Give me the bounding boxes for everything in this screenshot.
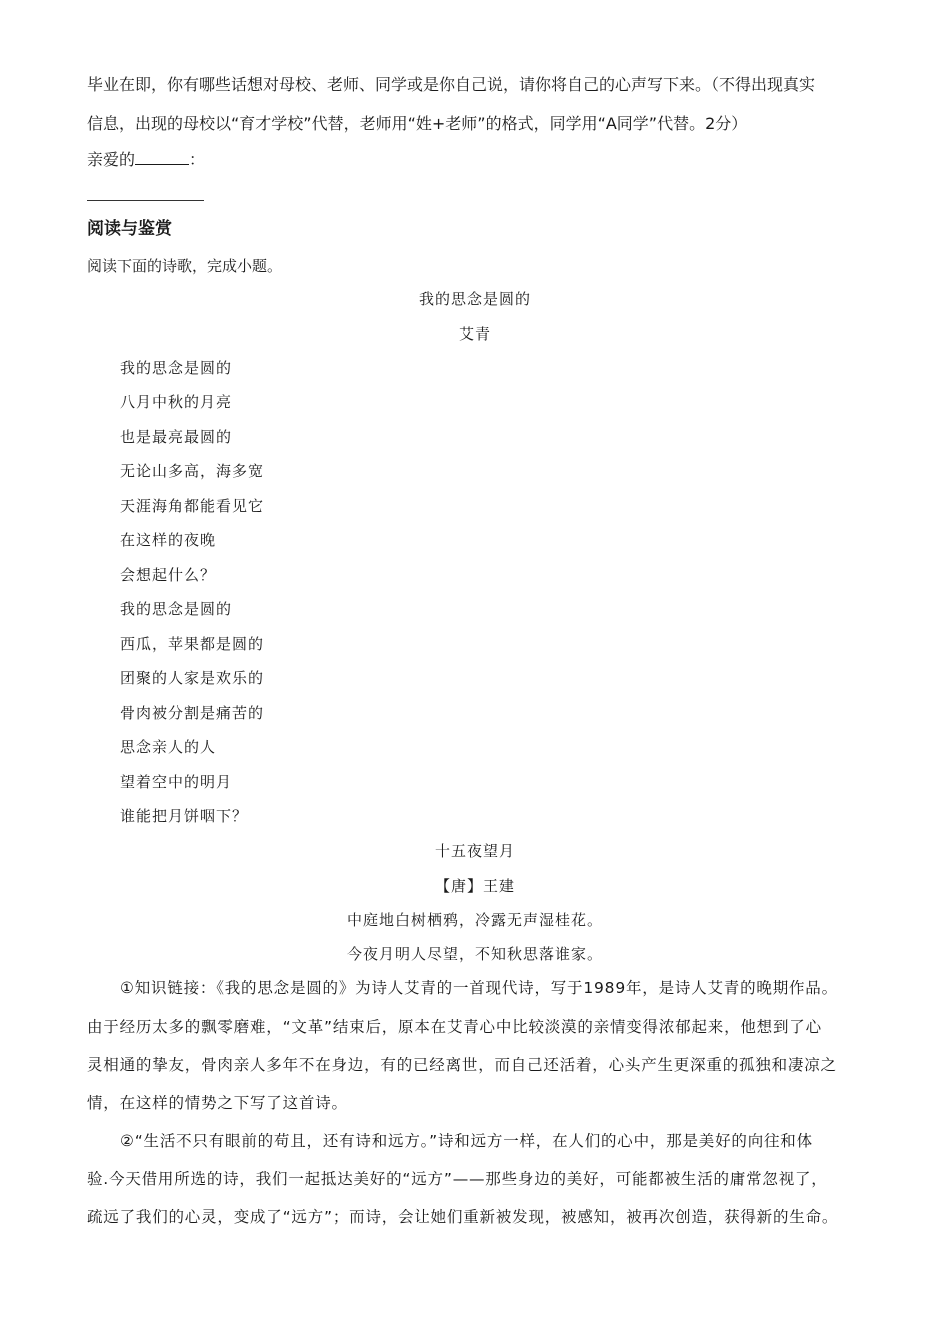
poem1-author: 艾青	[458, 325, 491, 343]
poem1-line: 我的思念是圆的	[120, 359, 233, 377]
intro-line-1: 毕业在即，你有哪些话想对母校、老师、同学或是你自己说，请你将自己的心声写下来。（不得出现真实	[87, 75, 816, 94]
poem1-line: 天涯海角都能看见它	[120, 497, 265, 515]
poem1-line: 思念亲人的人	[120, 738, 217, 756]
poem1-line: 望着空中的明月	[120, 773, 233, 791]
poem1-line: 也是最亮最圆的	[120, 428, 233, 446]
note1-line: 灵相通的挚友，骨肉亲人多年不在身边，有的已经离世，而自己还活着，心头产生更深重的孤独和凄凉之	[87, 1056, 837, 1074]
intro-line-2: 信息，出现的母校以“育才学校”代替，老师用“姓+老师”的格式，同学用“A同学”代替。2分）	[87, 114, 748, 133]
poem2-line: 中庭地白树栖鸦，冷露无声湿桂花。	[346, 911, 603, 929]
salutation-blank	[135, 148, 189, 165]
poem1-line: 会想起什么？	[120, 566, 217, 584]
note1-line: ①知识链接：《我的思念是圆的》为诗人艾青的一首现代诗，写于1989年，是诗人艾青的晚期作品。	[120, 979, 838, 997]
poem1-line: 我的思念是圆的	[120, 600, 233, 618]
salutation-prefix: 亲爱的	[87, 150, 136, 169]
note2-line: ②“生活不只有眼前的苟且，还有诗和远方。”诗和远方一样，在人们的心中，那是美好的向往和体	[120, 1132, 813, 1150]
poem1-line: 谁能把月饼咽下？	[120, 807, 249, 825]
poem1-title: 我的思念是圆的	[418, 290, 531, 308]
note2-line: 疏远了我们的心灵，变成了“远方”；而诗，会让她们重新被发现，被感知，被再次创造，获得新的生命。	[87, 1208, 839, 1226]
poem2-author: 【唐】王建	[434, 877, 515, 895]
poem1-line: 在这样的夜晚	[120, 531, 217, 549]
poem1-line: 八月中秋的月亮	[120, 393, 233, 411]
note1-line: 由于经历太多的飘零磨难，“文革”结束后，原本在艾青心中比较淡漠的亲情变得浓郁起来，他想到了心	[87, 1018, 822, 1036]
poem1-line: 西瓜，苹果都是圆的	[120, 635, 265, 653]
note1-line: 情，在这样的情势之下写了这首诗。	[87, 1094, 348, 1112]
poem2-title: 十五夜望月	[434, 842, 515, 860]
poem1-line: 团聚的人家是欢乐的	[120, 669, 265, 687]
answer-rule	[87, 200, 204, 201]
note2-line: 验.今天借用所选的诗，我们一起抵达美好的“远方”——那些身边的美好，可能都被生活的庸常忽视了，	[87, 1170, 828, 1188]
poem2-line: 今夜月明人尽望，不知秋思落谁家。	[346, 945, 603, 963]
salutation-suffix: ：	[189, 150, 206, 169]
poem1-line: 无论山多高，海多宽	[120, 462, 265, 480]
poem1-line: 骨肉被分割是痛苦的	[120, 704, 265, 722]
salutation	[87, 148, 205, 171]
section-instruction: 阅读下面的诗歌，完成小题。	[87, 257, 283, 275]
section-heading: 阅读与鉴赏	[87, 219, 172, 239]
